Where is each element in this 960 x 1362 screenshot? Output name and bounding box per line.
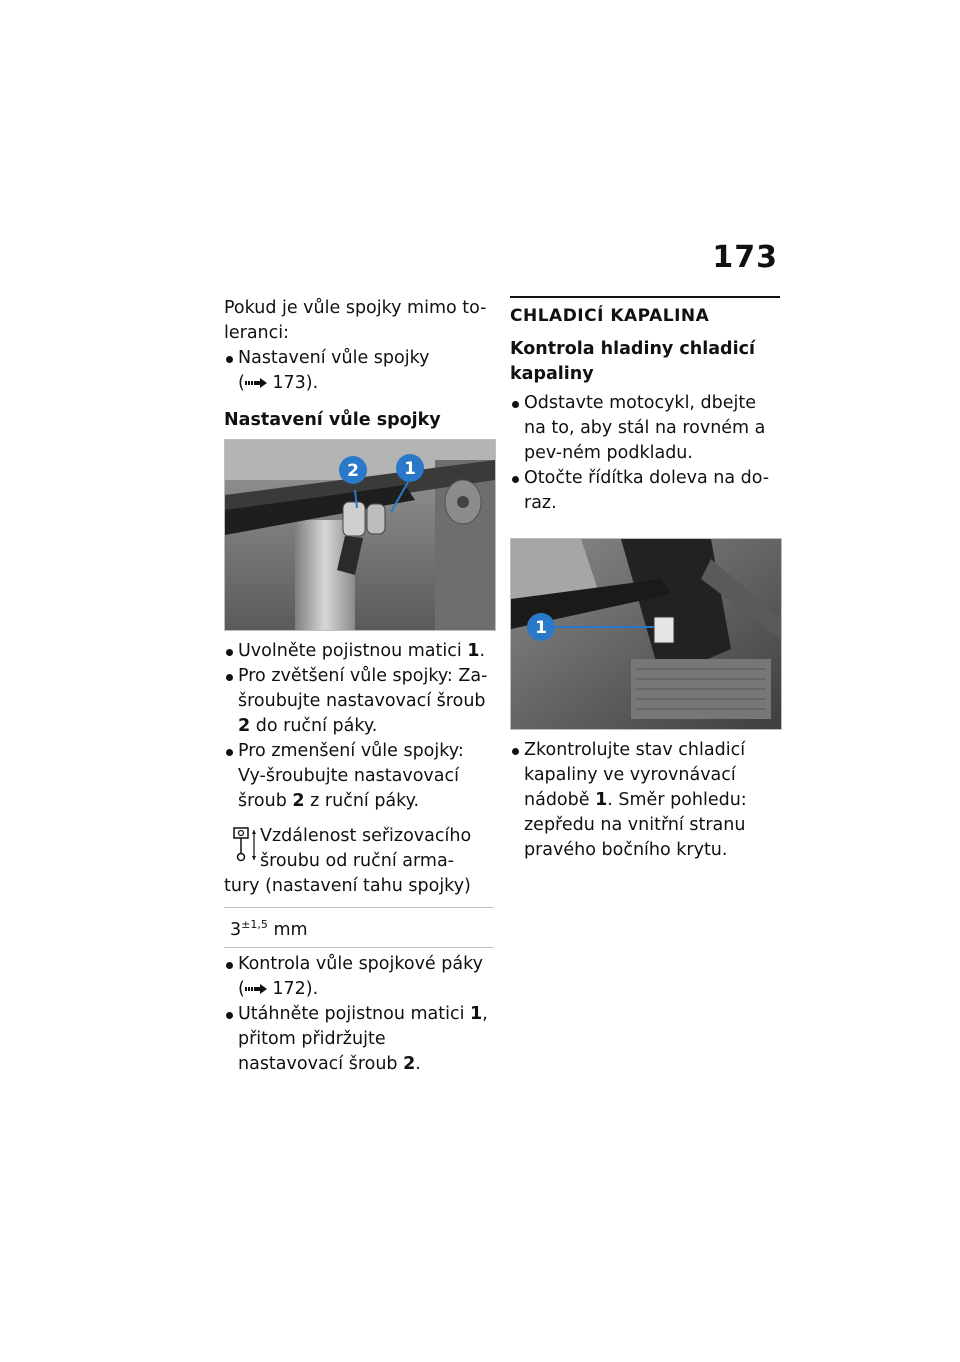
check-level-tail: . Směr pohledu: zepředu na vnitřní stranu pravého bočního krytu.	[524, 790, 747, 860]
check-lever-play: Kontrola vůle spojkové páky ( 172).	[224, 952, 494, 1002]
step-text: Uvolněte pojistnou matici	[238, 641, 468, 661]
page-reference-arrow-icon	[245, 378, 267, 388]
spec-label-line2: šroubu od ruční arma-	[260, 851, 454, 871]
check-lever-text: Kontrola vůle spojkové páky	[238, 953, 483, 974]
step-tail: z ruční páky.	[304, 791, 420, 811]
subsection-title-coolant-level: Kontrola hladiny chladicí kapaliny	[510, 339, 755, 384]
check-level-text: Zkontrolujte stav chladicí kapaliny ve vyrovnávací nádobě	[524, 740, 746, 810]
callout-2: 2	[347, 461, 359, 481]
spec-tolerance: ±1,5	[241, 918, 268, 931]
check-level-ref: 1	[595, 790, 608, 810]
measurement-gauge-icon	[232, 826, 258, 866]
tighten-text: Utáhněte pojistnou matici	[238, 1003, 471, 1024]
tighten-ref1: 1	[470, 1003, 483, 1024]
step-ref: 2	[292, 791, 305, 811]
spec-label	[224, 820, 494, 907]
coolant-step-turn-handlebar: Otočte řídítka doleva na do-raz.	[510, 466, 780, 516]
tighten-tail: .	[415, 1053, 421, 1074]
tighten-ref2: 2	[403, 1053, 416, 1074]
step-increase-play	[224, 664, 494, 739]
step-tighten-nut	[224, 1002, 494, 1077]
intro-bullet: Nastavení vůle spojky ( 173).	[224, 346, 494, 396]
right-column	[510, 296, 780, 863]
step-decrease-play	[224, 739, 494, 814]
left-column	[224, 296, 494, 1077]
check-lever-page-ref[interactable]: 172).	[272, 978, 319, 999]
subhead-clutch-adjust: Nastavení vůle spojky	[224, 410, 441, 430]
spec-unit: mm	[273, 919, 308, 940]
clutch-lever-photo	[224, 439, 496, 631]
page-number: 173	[712, 240, 778, 275]
coolant-step-park: Odstavte motocykl, dbejte na to, aby stál na rovném a pev-ném podkladu.	[510, 391, 780, 466]
tighten-mid: , přitom přidržujte nastavovací šroub	[238, 1003, 488, 1074]
step-ref: 1	[467, 641, 480, 661]
step-text: Pro zvětšení vůle spojky: Za-šroubujte nastavovací šroub	[238, 666, 488, 711]
spec-box	[224, 820, 494, 948]
step-text: Pro zmenšení vůle spojky: Vy-šroubujte nastavovací šroub	[238, 741, 464, 811]
coolant-step-check-level	[510, 738, 780, 863]
intro-text: Pokud je vůle spojky mimo to-leranci:	[224, 298, 487, 343]
intro-page-ref[interactable]: 173).	[272, 373, 319, 393]
callout-1: 1	[404, 459, 416, 479]
step-tail: .	[479, 641, 486, 661]
coolant-reservoir-photo	[510, 538, 782, 730]
step-loosen-nut	[224, 639, 494, 664]
callout-1: 1	[535, 618, 547, 638]
spec-label-line1: Vzdálenost seřizovacího	[260, 826, 472, 846]
intro-bullet-text: Nastavení vůle spojky	[238, 348, 430, 368]
spec-label-line3: tury (nastavení tahu spojky)	[224, 876, 471, 896]
spec-value	[224, 907, 494, 947]
section-title-coolant: CHLADICÍ KAPALINA	[510, 296, 780, 329]
step-tail: do ruční páky.	[250, 716, 378, 736]
page-reference-arrow-icon	[245, 984, 267, 994]
step-ref: 2	[238, 716, 251, 736]
spec-value-number: 3	[230, 919, 242, 940]
